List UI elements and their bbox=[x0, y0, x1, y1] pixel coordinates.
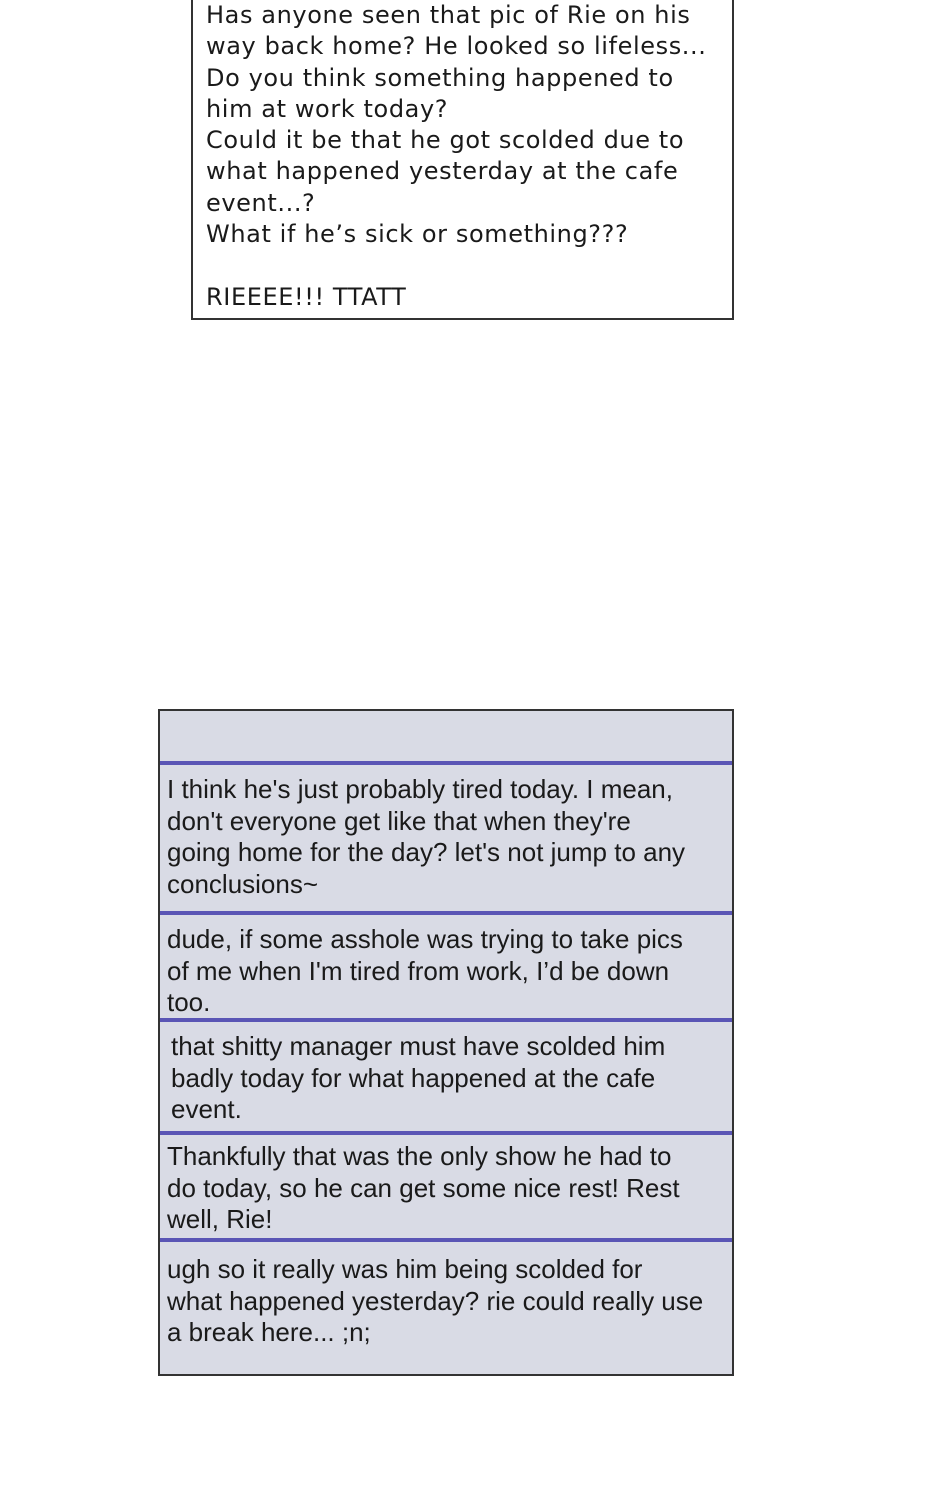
comment-text-line: going home for the day? let's not jump to any bbox=[167, 837, 686, 867]
comment-text-line: conclusions~ bbox=[167, 868, 319, 899]
post-text-line: event...? bbox=[206, 188, 316, 217]
comment-text-line: Thankfully that was the only show he had to bbox=[167, 1141, 672, 1171]
comment-item bbox=[160, 1242, 732, 1372]
comment-item bbox=[160, 1022, 732, 1135]
comments-box bbox=[158, 709, 734, 1376]
comment-item bbox=[160, 915, 732, 1022]
comment-item bbox=[160, 765, 732, 915]
comment-text-line: a break here... ;n; bbox=[167, 1317, 371, 1347]
post-text-line: him at work today? bbox=[206, 94, 449, 123]
comment-text-line: well, Rie! bbox=[167, 1204, 273, 1234]
post-text-line: Has anyone seen that pic of Rie on his bbox=[206, 1, 691, 29]
post-text-line bbox=[206, 250, 720, 281]
comment-text-line: I think he's just probably tired today. I mean, bbox=[167, 774, 673, 804]
post-text-line: what happened yesterday at the cafe bbox=[206, 157, 679, 186]
post-text-line: way back home? He looked so lifeless... bbox=[206, 32, 707, 61]
comment-text-line: dude, if some asshole was trying to take pics bbox=[167, 924, 683, 954]
comment-text-line: that shitty manager must have scolded him bbox=[171, 1031, 666, 1061]
comment-item bbox=[160, 1135, 732, 1242]
comment-text-line: what happened yesterday? rie could really use bbox=[167, 1285, 704, 1316]
comments-header bbox=[160, 711, 732, 765]
comment-text-line: too. bbox=[167, 987, 211, 1017]
post-box bbox=[191, 0, 734, 320]
comment-text-line: ugh so it really was him being scolded for bbox=[167, 1254, 643, 1284]
post-text-line: Could it be that he got scolded due to bbox=[206, 126, 685, 155]
comment-text-line: event. bbox=[171, 1094, 242, 1124]
comment-text-line: of me when I'm tired from work, I’d be down bbox=[167, 955, 670, 986]
comment-text-line: do today, so he can get some nice rest! Rest bbox=[167, 1172, 680, 1203]
post-text-line: RIEEEE!!! TTATT bbox=[206, 282, 407, 311]
post-text-line: Do you think something happened to bbox=[206, 63, 674, 92]
post-text-line: What if he’s sick or something??? bbox=[206, 220, 629, 249]
comment-text-line: don't everyone get like that when they're bbox=[167, 805, 631, 836]
comment-text-line: badly today for what happened at the cafe bbox=[171, 1062, 656, 1093]
